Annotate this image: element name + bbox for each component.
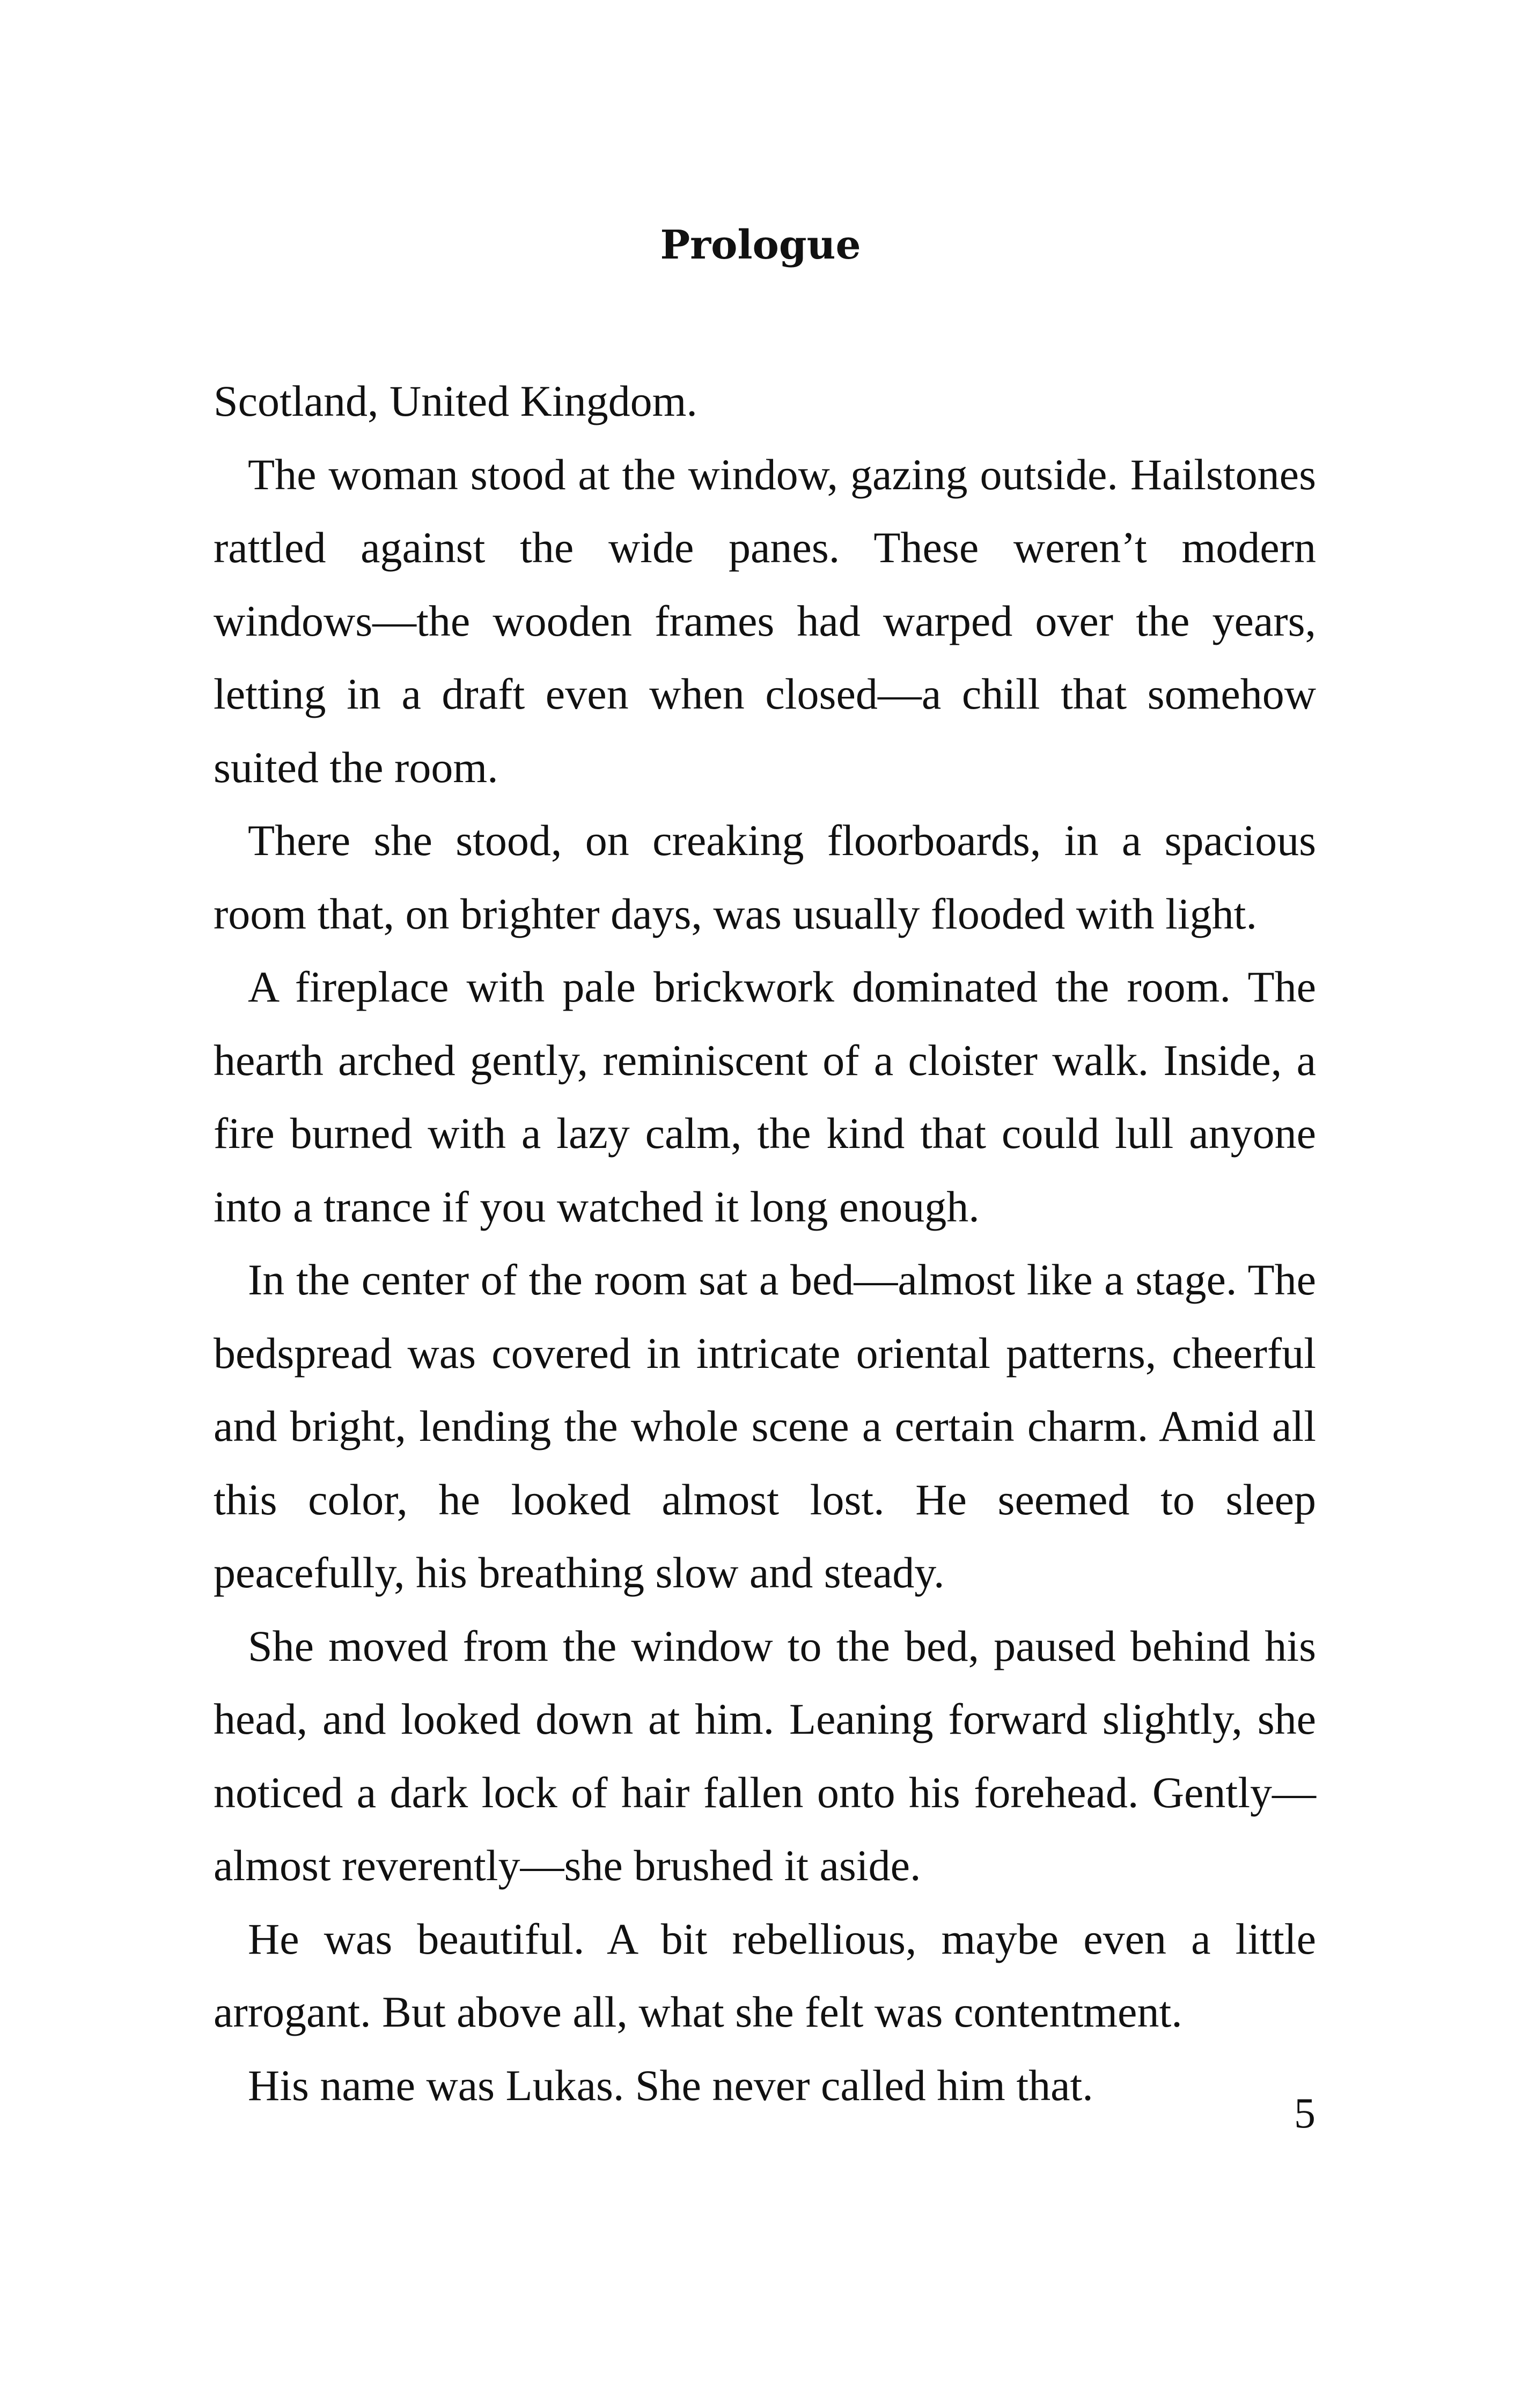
paragraph: He was beautiful. A bit rebellious, maybe even a little arrogant. But above all, what she felt was contentment.: [214, 1914, 1316, 2036]
paragraph: The woman stood at the window, gazing outside. Hailstones rattled against the wide panes. These weren’t modern windows—the wooden frames had warped over the years, letting in a draft even when closed—a chill that somehow suited the room.: [214, 450, 1316, 792]
paragraph: A fireplace with pale brickwork dominated the room. The hearth arched gently, reminiscent of a cloister walk. Inside, a fire burned with a lazy calm, the kind that could lull anyone into a trance if you watched it long enough.: [214, 962, 1316, 1231]
paragraph: There she stood, on creaking floorboards, in a spacious room that, on brighter days, was usually flooded with light.: [214, 816, 1316, 938]
page-number: 5: [1294, 2090, 1316, 2137]
paragraph-location: Scotland, United Kingdom.: [214, 377, 697, 425]
paragraph: In the center of the room sat a bed—almost like a stage. The bedspread was covered in intricate oriental patterns, cheerful and bright, lending the whole scene a certain charm. Amid all this color, he looked almost lost. He seemed to sleep peacefully, his breathing slow and steady.: [214, 1255, 1316, 1597]
paragraph: His name was Lukas. She never called him that.: [248, 2060, 1093, 2110]
chapter-title: Prologue: [660, 222, 861, 268]
body-text: [214, 365, 1316, 2122]
paragraph: She moved from the window to the bed, paused behind his head, and looked down at him. Leaning forward slightly, she noticed a dark lock of hair fallen onto his forehead. Gently—almost reverently—she brushed it aside.: [214, 1621, 1316, 1890]
